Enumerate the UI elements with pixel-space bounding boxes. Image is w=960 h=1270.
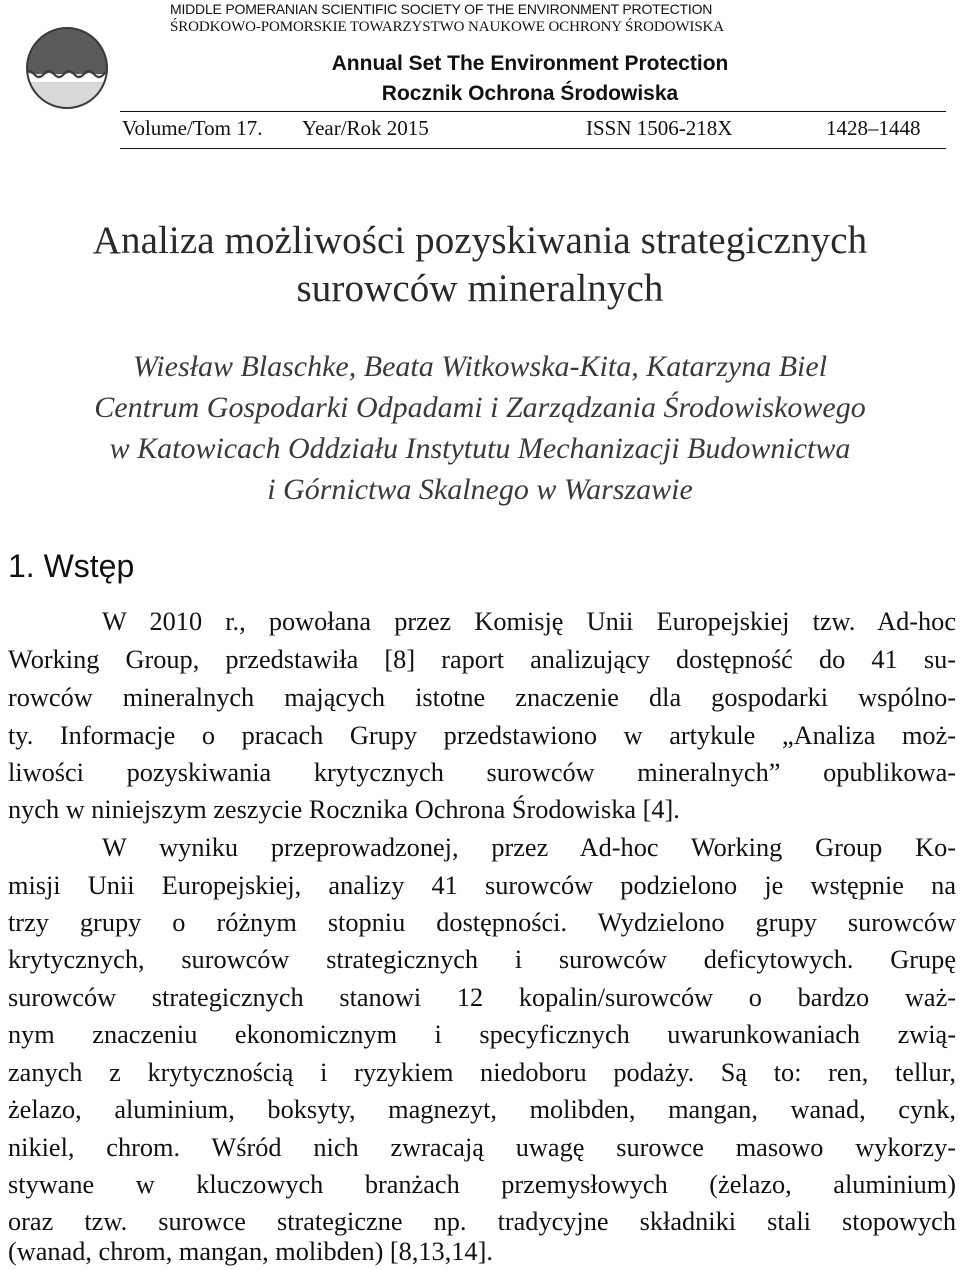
body-text-line: krytycznych, surowców strategicznych i surowców deficytowych. Grupę	[8, 945, 956, 974]
header-rule-top	[120, 111, 946, 112]
authors-line: Wiesław Blaschke, Beata Witkowska-Kita, Katarzyna Biel	[132, 350, 828, 383]
header-rule-bottom	[120, 148, 946, 149]
body-text-line: Working Group, przedstawiła [8] raport analizujący dostępność do 41 su-	[8, 645, 956, 674]
body-text-line: W 2010 r., powołana przez Komisję Unii Europejskiej tzw. Ad-hoc	[102, 607, 956, 636]
affiliation-line: Centrum Gospodarki Odpadami i Zarządzania Środowiskowego	[94, 391, 866, 424]
body-text-line: żelazo, aluminium, boksyty, magnezyt, molibden, mangan, wanad, cynk,	[8, 1095, 956, 1124]
journal-title-pl: Rocznik Ochrona Środowiska	[381, 82, 679, 105]
issn-label: ISSN 1506-218X	[586, 116, 733, 140]
body-text-line: (wanad, chrom, mangan, molibden) [8,13,14].	[8, 1237, 493, 1266]
volume-label: Volume/Tom 17.	[122, 116, 263, 140]
body-text-line: oraz tzw. surowce strategiczne np. tradycyjne składniki stali stopowych	[8, 1207, 956, 1236]
affiliation-line: w Katowicach Oddziału Instytutu Mechanizacji Budownictwa	[109, 432, 851, 465]
body-text-line: misji Unii Europejskiej, analizy 41 surowców podzielono je wstępnie na	[8, 871, 956, 900]
body-text-line: zanych z krytycznością i ryzykiem niedoboru podaży. Są to: ren, tellur,	[8, 1058, 956, 1087]
affiliation-line: i Górnictwa Skalnego w Warszawie	[267, 473, 693, 506]
society-name-en: MIDDLE POMERANIAN SCIENTIFIC SOCIETY OF THE ENVIRONMENT PROTECTION	[170, 1, 713, 17]
section-heading: 1. Wstęp	[8, 548, 135, 584]
article-title-line: Analiza możliwości pozyskiwania strategicznych	[92, 219, 868, 262]
body-text-line: nym znaczeniu ekonomicznym i specyficznych uwarunkowaniach zwią-	[8, 1020, 956, 1049]
body-text-line: ty. Informacje o pracach Grupy przedstawiono w artykule „Analiza moż-	[8, 721, 956, 750]
body-text-line: nikiel, chrom. Wśród nich zwracają uwagę surowce masowo wykorzy-	[8, 1133, 956, 1162]
body-text-line: liwości pozyskiwania krytycznych surowców mineralnych” opublikowa-	[8, 758, 956, 787]
body-text-line: stywane w kluczowych branżach przemysłowych (żelazo, aluminium)	[8, 1170, 956, 1199]
body-text-line: W wyniku przeprowadzonej, przez Ad-hoc Working Group Ko-	[102, 833, 956, 862]
body-text-line: nych w niniejszym zeszycie Rocznika Ochrona Środowiska [4].	[8, 795, 680, 824]
body-text-line: rowców mineralnych mających istotne znaczenie dla gospodarki wspólno-	[8, 683, 956, 712]
journal-title-en: Annual Set The Environment Protection	[331, 52, 729, 75]
society-name-pl: ŚRODKOWO-POMORSKIE TOWARZYSTWO NAUKOWE OCHRONY ŚRODOWISKA	[170, 19, 725, 35]
society-logo-icon	[22, 26, 112, 110]
body-text-line: trzy grupy o różnym stopniu dostępności. Wydzielono grupy surowców	[8, 908, 956, 937]
body-text-line: surowców strategicznych stanowi 12 kopalin/surowców o bardzo waż-	[8, 983, 956, 1012]
article-title-line: surowców mineralnych	[296, 267, 664, 310]
year-label: Year/Rok 2015	[302, 116, 429, 140]
pages-label: 1428–1448	[826, 116, 921, 140]
